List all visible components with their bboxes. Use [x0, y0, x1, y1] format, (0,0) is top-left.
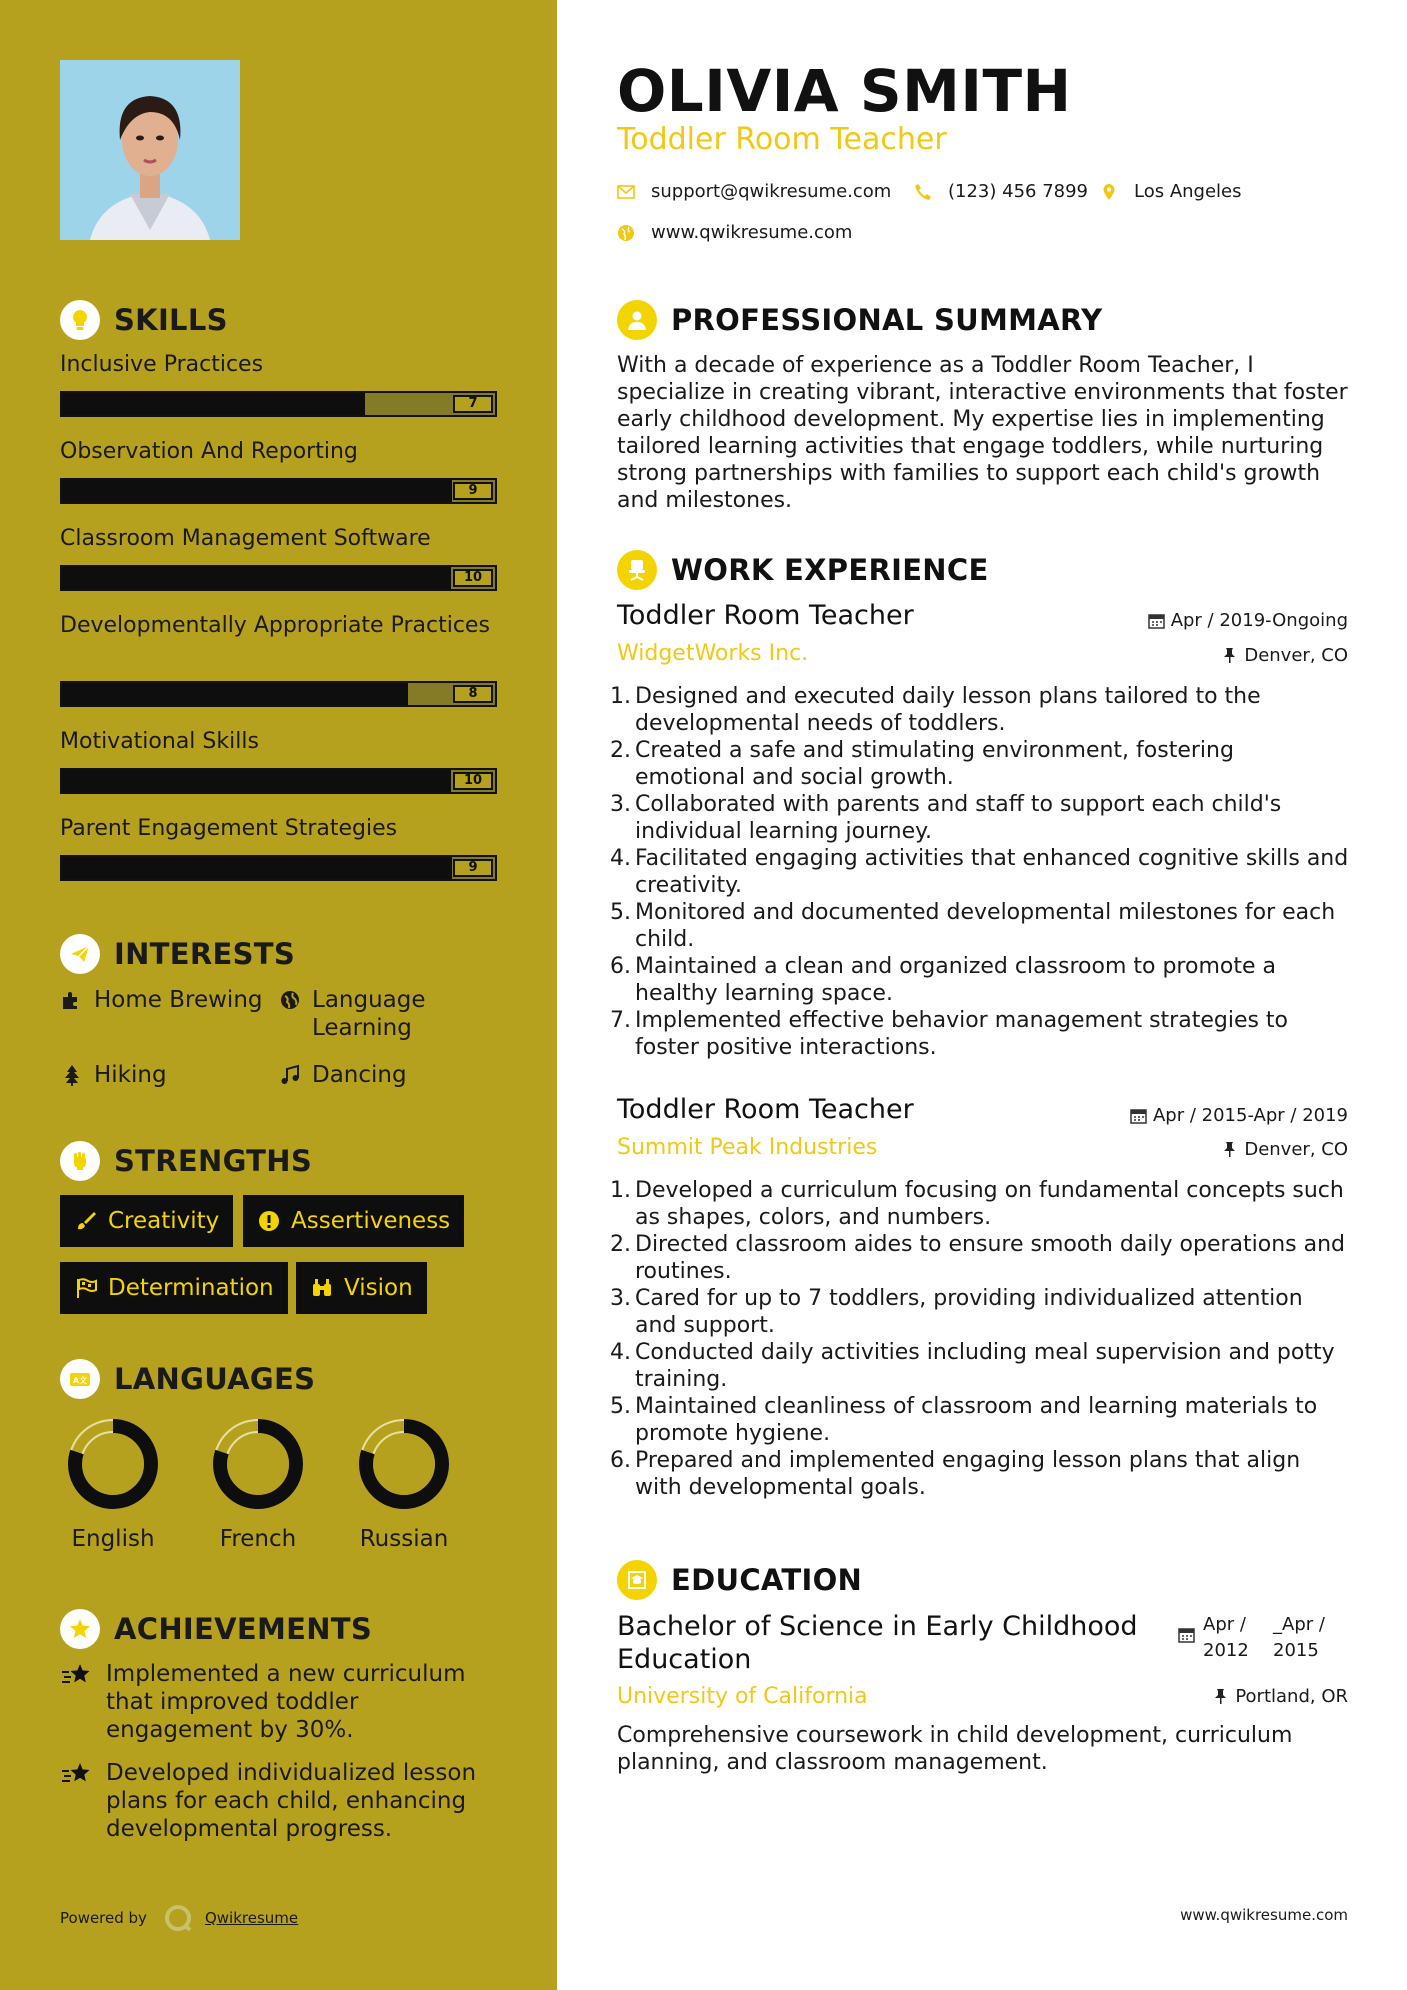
skill-score: 7 — [453, 395, 493, 413]
sidebar — [0, 0, 557, 1990]
job-date-text: Apr / 2015-Apr / 2019 — [1152, 1105, 1348, 1126]
music-icon — [278, 1063, 302, 1087]
skill-label: Inclusive Practices — [60, 352, 264, 377]
shooting-star-icon — [60, 1662, 92, 1690]
calendar-icon — [1178, 1626, 1195, 1643]
summary-text: With a decade of experience as a Toddler Room Teacher, I specialize in creating vibrant, interactive environments that foster early childhood development. My expertise lies in implementing tailored learning activities that engage toddlers, while nurturing strong partnerships with families to support each child's growth and milestones. — [617, 353, 1348, 513]
section-title: ACHIEVEMENTS — [114, 1612, 373, 1646]
language-label: French — [219, 1526, 297, 1552]
duty-text: Directed classroom aides to ensure smooth daily operations and routines. — [635, 1232, 1346, 1284]
envelope-icon — [617, 183, 635, 201]
globe-icon — [278, 988, 302, 1012]
powered-by-text: Powered by — [60, 1909, 147, 1927]
contact-phone[interactable] — [914, 181, 1088, 202]
language-icon — [60, 1359, 100, 1399]
email-text: support@qwikresume.com — [651, 181, 892, 202]
education-school: University of California — [617, 1684, 868, 1709]
duty-item: 4. Conducted daily activities including meal supervision and potty training. — [610, 1339, 1350, 1393]
strength-tag — [243, 1195, 464, 1247]
duty-text: Conducted daily activities including meal supervision and potty training. — [635, 1340, 1335, 1392]
skill-bar — [60, 768, 497, 794]
job-title: Toddler Room Teacher — [617, 1094, 914, 1125]
language-item — [339, 1414, 469, 1552]
contact-location — [1100, 181, 1242, 202]
section-title: EDUCATION — [671, 1563, 863, 1597]
skill-bar-fill — [62, 857, 452, 879]
job-company: Summit Peak Industries — [617, 1135, 878, 1160]
svg-text:A文: A文 — [72, 1376, 88, 1385]
tree-icon — [60, 1063, 84, 1087]
skill-score: 10 — [453, 772, 493, 790]
skill-bar-fill — [62, 567, 451, 589]
education-description: Comprehensive coursework in child development, curriculum planning, and classroom management. — [617, 1723, 1293, 1775]
contact-email[interactable] — [617, 181, 891, 202]
education-location — [1212, 1686, 1348, 1707]
education-degree: Bachelor of Science in Early Childhood Education — [617, 1611, 1138, 1675]
duty-text: Monitored and documented developmental milestones for each child. — [635, 900, 1336, 952]
duty-item: 1. Designed and executed daily lesson plans tailored to the developmental needs of toddlers. — [610, 683, 1350, 737]
interest-item — [278, 1061, 407, 1089]
location-text: Los Angeles — [1134, 181, 1242, 202]
lightbulb-icon — [60, 300, 100, 340]
contact-website[interactable] — [617, 222, 852, 243]
strength-tag — [296, 1262, 427, 1314]
strength-label: Vision — [344, 1275, 413, 1301]
job-location-text: Denver, CO — [1244, 645, 1348, 666]
duty-text: Collaborated with parents and staff to support each child's individual learning journey. — [635, 792, 1282, 844]
strengths-heading — [60, 1139, 312, 1183]
binoculars-icon — [310, 1276, 334, 1300]
duty-item: 5. Maintained cleanliness of classroom and learning materials to promote hygiene. — [610, 1393, 1350, 1447]
education-location-text: Portland, OR — [1235, 1686, 1348, 1707]
skill-bar — [60, 478, 497, 504]
fist-icon — [60, 1141, 100, 1181]
powered-by — [60, 1903, 298, 1933]
skill-bar-fill — [62, 683, 408, 705]
language-item — [48, 1414, 178, 1552]
duty-text: Implemented effective behavior management strategies to foster positive interactions. — [635, 1008, 1289, 1060]
duty-text: Developed a curriculum focusing on fundamental concepts such as shapes, colors, and numbers. — [635, 1178, 1344, 1230]
skill-label: Developmentally Appropriate Practices — [60, 613, 490, 638]
section-title: SKILLS — [114, 303, 228, 337]
globe-icon — [617, 224, 635, 242]
skill-bar — [60, 681, 497, 707]
skill-label: Parent Engagement Strategies — [60, 816, 398, 841]
skill-bar-fill — [62, 393, 365, 415]
summary-heading — [617, 298, 1102, 342]
language-ring — [354, 1414, 454, 1514]
duty-item: 2. Created a safe and stimulating environment, fostering emotional and social growth. — [610, 737, 1350, 791]
job-company: WidgetWorks Inc. — [617, 641, 809, 666]
shooting-star-icon — [60, 1761, 92, 1789]
interests-heading — [60, 932, 295, 976]
skill-score: 9 — [453, 859, 493, 877]
section-title: LANGUAGES — [114, 1362, 316, 1396]
section-title: WORK EXPERIENCE — [671, 553, 989, 587]
pushpin-icon — [1212, 1688, 1229, 1705]
skill-label: Observation And Reporting — [60, 439, 358, 464]
duty-text: Cared for up to 7 toddlers, providing individualized attention and support. — [635, 1286, 1303, 1338]
pushpin-icon — [1221, 647, 1238, 664]
duty-item: 3. Collaborated with parents and staff to support each child's individual learning journey. — [610, 791, 1350, 845]
interest-item — [278, 986, 448, 1042]
puzzle-icon — [60, 988, 84, 1012]
duty-item: 7. Implemented effective behavior management strategies to foster positive interactions. — [610, 1007, 1350, 1061]
education-dates — [1178, 1612, 1343, 1664]
section-title: INTERESTS — [114, 937, 296, 971]
pushpin-icon — [1221, 1141, 1238, 1158]
skill-score: 10 — [453, 569, 493, 587]
language-ring — [63, 1414, 163, 1514]
paper-plane-icon — [60, 934, 100, 974]
interest-label: Home Brewing — [94, 987, 263, 1013]
achievement-item — [60, 1660, 490, 1744]
star-badge-icon — [60, 1609, 100, 1649]
calendar-icon — [1148, 612, 1165, 629]
phone-icon — [914, 183, 932, 201]
duty-text: Created a safe and stimulating environment, fostering emotional and social growth. — [635, 738, 1234, 790]
achievements-heading — [60, 1607, 372, 1651]
language-label: Russian — [359, 1526, 449, 1552]
strength-label: Determination — [108, 1275, 274, 1301]
language-item — [193, 1414, 323, 1552]
skill-bar-fill — [62, 480, 452, 502]
skill-label: Classroom Management Software — [60, 526, 431, 551]
duty-item: 6. Prepared and implemented engaging lesson plans that align with developmental goals. — [610, 1447, 1350, 1501]
skill-score: 8 — [453, 685, 493, 703]
strength-label: Creativity — [108, 1208, 220, 1234]
skill-bar — [60, 391, 497, 417]
language-ring — [208, 1414, 308, 1514]
skill-bar — [60, 565, 497, 591]
website-text: www.qwikresume.com — [651, 222, 853, 243]
job-duties — [610, 1177, 1350, 1501]
job-date — [1148, 610, 1348, 631]
duty-item: 5. Monitored and documented developmental milestones for each child. — [610, 899, 1350, 953]
education-end: _Apr / 2015 — [1273, 1614, 1325, 1661]
graduation-icon — [617, 1560, 657, 1600]
map-pin-icon — [1100, 183, 1118, 201]
duty-item: 2. Directed classroom aides to ensure smooth daily operations and routines. — [610, 1231, 1350, 1285]
candidate-role: Toddler Room Teacher — [617, 122, 947, 157]
qwikresume-logo-icon — [163, 1903, 193, 1933]
strength-label: Assertiveness — [291, 1208, 451, 1234]
achievement-text: Developed individualized lesson plans for each child, enhancing developmental progress. — [106, 1760, 477, 1842]
interest-item — [60, 986, 263, 1014]
duty-text: Facilitated engaging activities that enhanced cognitive skills and creativity. — [635, 846, 1349, 898]
achievement-item — [60, 1759, 490, 1843]
strength-tag — [60, 1262, 288, 1314]
job-title: Toddler Room Teacher — [617, 600, 914, 631]
section-title: PROFESSIONAL SUMMARY — [671, 303, 1103, 337]
job-date — [1130, 1105, 1348, 1126]
interest-label: Hiking — [94, 1062, 167, 1088]
flag-icon — [74, 1276, 98, 1300]
skill-bar — [60, 855, 497, 881]
job-location — [1221, 645, 1348, 666]
interest-item — [60, 1061, 167, 1089]
achievement-text: Implemented a new curriculum that improved toddler engagement by 30%. — [106, 1661, 466, 1743]
experience-heading — [617, 548, 989, 592]
profile-photo — [60, 60, 240, 240]
duty-text: Prepared and implemented engaging lesson plans that align with developmental goals. — [635, 1448, 1301, 1500]
duty-text: Maintained a clean and organized classroom to promote a healthy learning space. — [635, 954, 1276, 1006]
skill-label: Motivational Skills — [60, 729, 259, 754]
duty-item: 4. Facilitated engaging activities that enhanced cognitive skills and creativity. — [610, 846, 1349, 898]
languages-heading — [60, 1357, 315, 1401]
education-start: Apr / 2012 — [1203, 1614, 1249, 1661]
interest-label: Language Learning — [312, 987, 426, 1041]
skill-score: 9 — [453, 482, 493, 500]
section-title: STRENGTHS — [114, 1144, 313, 1178]
footer-website[interactable]: www.qwikresume.com — [1180, 1906, 1348, 1924]
interest-label: Dancing — [312, 1062, 407, 1088]
office-chair-icon — [617, 550, 657, 590]
user-icon — [617, 300, 657, 340]
job-duties — [610, 683, 1350, 1061]
phone-text: (123) 456 7899 — [948, 181, 1089, 202]
duty-text: Designed and executed daily lesson plans tailored to the developmental needs of toddlers. — [635, 684, 1261, 736]
exclamation-icon — [257, 1209, 281, 1233]
candidate-name: OLIVIA SMITH — [617, 57, 1072, 125]
job-location — [1221, 1139, 1348, 1160]
job-location-text: Denver, CO — [1244, 1139, 1348, 1160]
job-date-text: Apr / 2019-Ongoing — [1170, 610, 1348, 631]
education-heading — [617, 1558, 862, 1602]
qwikresume-link[interactable]: Qwikresume — [204, 1909, 299, 1927]
duty-item: 6. Maintained a clean and organized classroom to promote a healthy learning space. — [610, 953, 1350, 1007]
duty-item: 3. Cared for up to 7 toddlers, providing individualized attention and support. — [610, 1285, 1350, 1339]
strength-tag — [60, 1195, 233, 1247]
duty-text: Maintained cleanliness of classroom and learning materials to promote hygiene. — [635, 1394, 1318, 1446]
skill-bar-fill — [62, 770, 451, 792]
paintbrush-icon — [74, 1209, 98, 1233]
calendar-icon — [1130, 1107, 1147, 1124]
duty-item: 1. Developed a curriculum focusing on fundamental concepts such as shapes, colors, and numbers. — [610, 1177, 1350, 1231]
language-label: English — [71, 1526, 155, 1552]
skills-heading — [60, 298, 228, 342]
